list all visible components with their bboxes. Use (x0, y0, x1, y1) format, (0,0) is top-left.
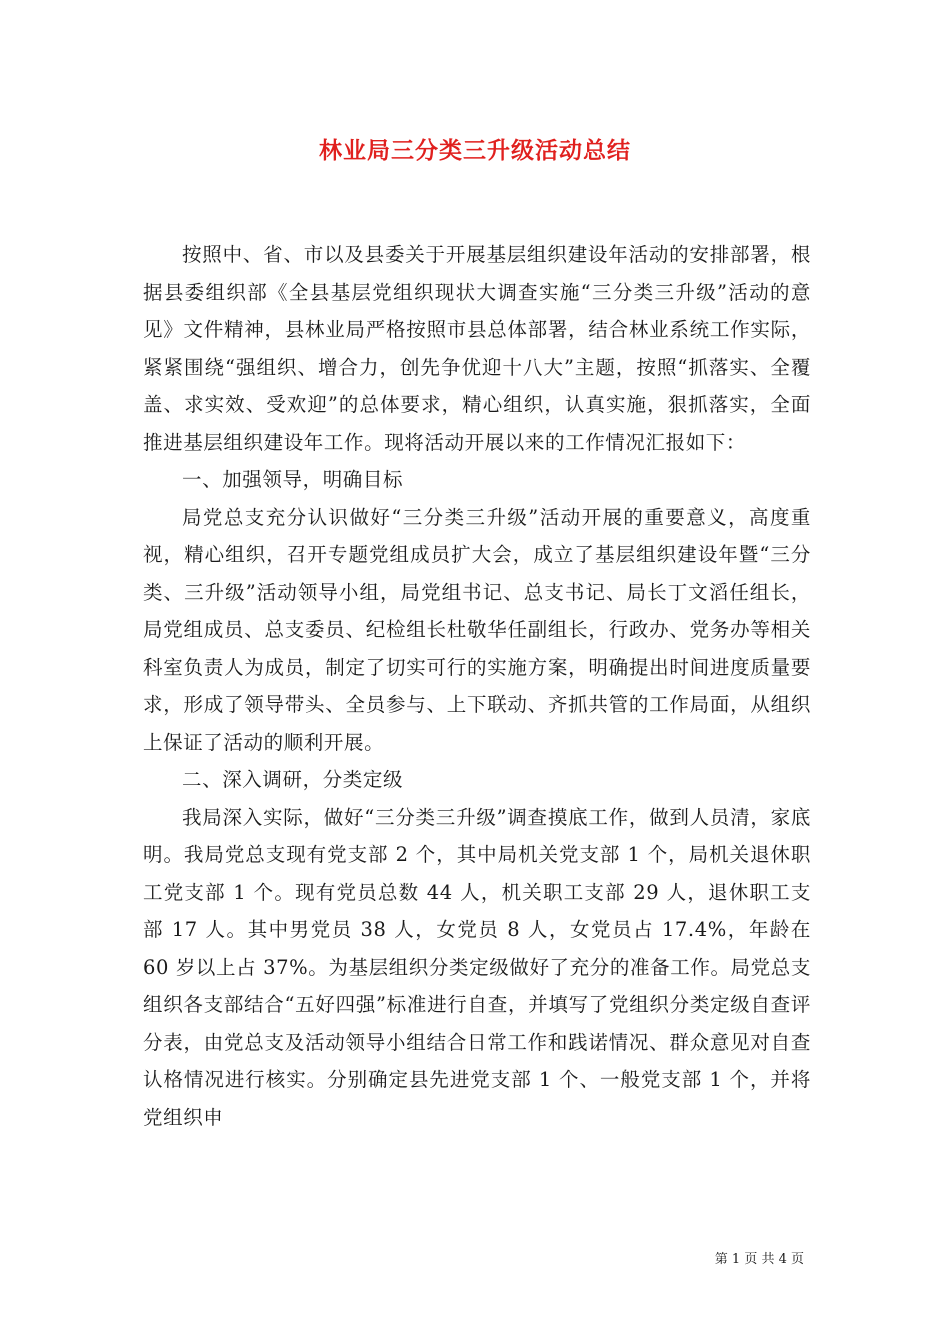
section-2-paragraph: 我局深入实际，做好“三分类三升级”调查摸底工作，做到人员清，家底明。我局党总支现有党支部 2 个，其中局机关党支部 1 个，局机关退休职工党支部 1 个。现有党员总数 44 人，机关职工支部 29 人，退休职工支部 17 人。其中男党员 38 人，女党员 8 人，女党员占 17.4%，年龄在 60 岁以上占 37%。为基层组织分类定级做好了充分的准备工作。局党总支组织各支部结合“五好四强”标准进行自查，并填写了党组织分类定级自查评分表，由党总支及活动领导小组结合日常工作和践诺情况、群众意见对自查认格情况进行核实。分别确定县先进党支部 1 个、一般党支部 1 个，并将党组织申 (143, 805, 811, 1129)
intro-paragraph: 按照中、省、市以及县委关于开展基层组织建设年活动的安排部署，根据县委组织部《全县基层党组织现状大调查实施“三分类三升级”活动的意见》文件精神，县林业局严格按照市县总体部署，结合林业系统工作实际，紧紧围绕“强组织、增合力，创先争优迎十八大”主题，按照“抓落实、全覆盖、求实效、受欢迎”的总体要求，精心组织，认真实施，狠抓落实，全面推进基层组织建设年工作。现将活动开展以来的工作情况汇报如下： (143, 243, 811, 454)
section-heading-1: 一、加强领导，明确目标 (182, 468, 404, 491)
document-title: 林业局三分类三升级活动总结 (319, 137, 631, 164)
document-body (143, 236, 811, 1136)
section-1-paragraph: 局党总支充分认识做好“三分类三升级”活动开展的重要意义，高度重视，精心组织，召开专题党组成员扩大会，成立了基层组织建设年暨“三分类、三升级”活动领导小组，局党组书记、总支书记、局长丁文滔任组长，局党组成员、总支委员、纪检组长杜敬华任副组长，行政办、党务办等相关科室负责人为成员，制定了切实可行的实施方案，明确提出时间进度质量要求，形成了领导带头、全员参与、上下联动、齐抓共管的工作局面，从组织上保证了活动的顺利开展。 (143, 505, 811, 754)
page-number-footer: 第 1 页 共 4 页 (714, 1252, 804, 1267)
section-heading-2: 二、深入调研，分类定级 (182, 768, 404, 791)
